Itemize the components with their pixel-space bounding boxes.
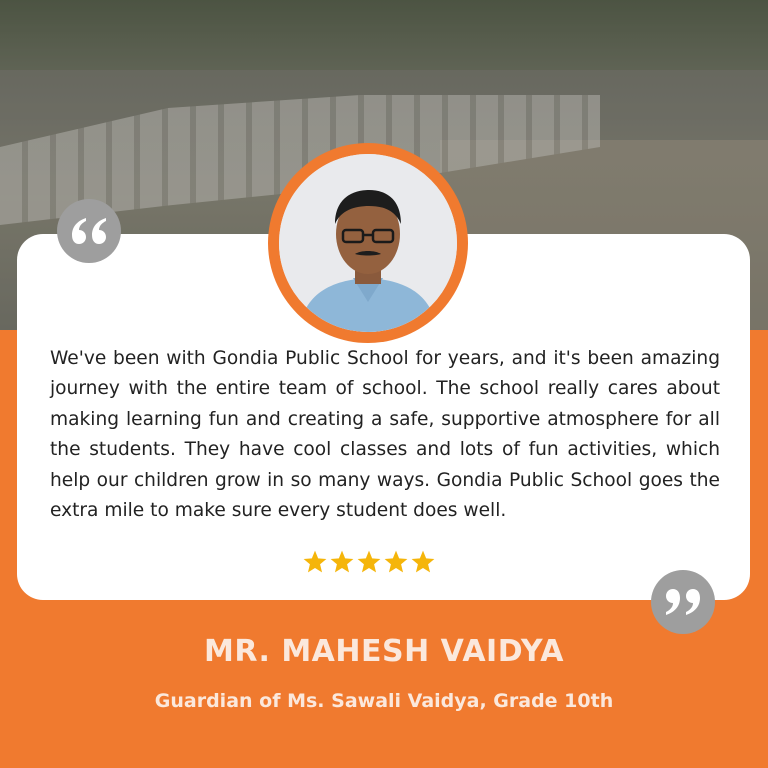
avatar — [279, 154, 457, 332]
star-icon — [356, 549, 382, 575]
reviewer-relation: Guardian of Ms. Sawali Vaidya, Grade 10th — [154, 690, 614, 712]
testimonial-text: We've been with Gondia Public School for years, and it's been amazing journey with the entire team of school. The school really cares about making learning fun and creating a safe, supportive atmosphere for all the students. They have cool classes and lots of fun activities, which help our children grow in so many ways. Gondia Public School goes the extra mile to make sure every student does well. — [50, 348, 720, 522]
star-icon — [302, 549, 328, 575]
star-icon — [329, 549, 355, 575]
star-icon — [383, 549, 409, 575]
avatar-ring — [268, 143, 468, 343]
reviewer-name: MR. MAHESH VAIDYA — [203, 634, 565, 669]
star-icon — [410, 549, 436, 575]
quote-open-icon — [57, 199, 121, 263]
star-rating — [302, 549, 434, 579]
quote-close-icon — [651, 570, 715, 634]
